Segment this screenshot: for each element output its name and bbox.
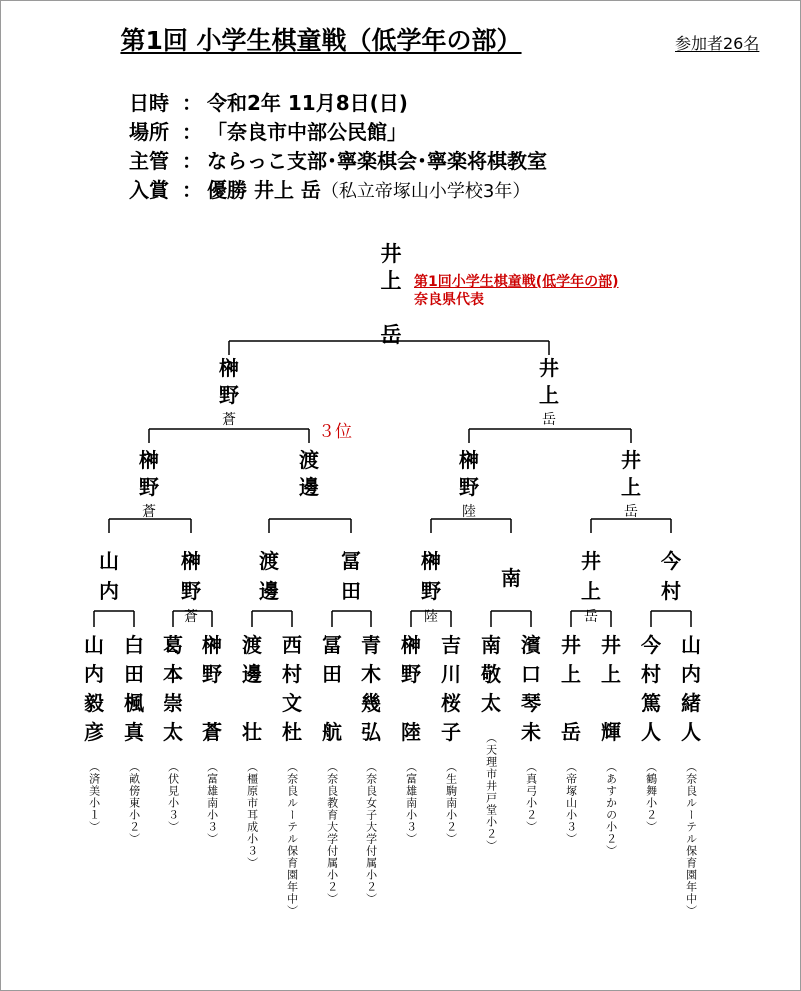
info-note: （私立帝塚山小学校3年） bbox=[320, 181, 531, 202]
player-school: （畝傍東小２） bbox=[127, 761, 141, 845]
champion-note-subtitle: 奈良県代表 bbox=[414, 292, 484, 309]
player-4 bbox=[196, 631, 228, 845]
player-name: 冨 田 航 bbox=[322, 633, 342, 744]
player-11 bbox=[475, 631, 507, 852]
player-7 bbox=[316, 631, 348, 905]
round16-player-1-name: 山 内 bbox=[99, 549, 119, 603]
info-row-date: 日時 ： 令和2年 11月8日(日) bbox=[129, 87, 408, 116]
quarterfinalist-4-given: 岳 bbox=[624, 504, 638, 520]
player-13 bbox=[555, 631, 587, 845]
round16-player-5-name: 榊 野 bbox=[421, 549, 441, 603]
semifinalist-right bbox=[529, 355, 569, 427]
player-name: 南 敬 太 bbox=[481, 633, 501, 715]
info-value: 令和2年 11月8日(日) bbox=[207, 91, 408, 115]
round16-player-2 bbox=[171, 546, 211, 624]
player-school: （済美小１） bbox=[87, 761, 101, 833]
info-label: 日時 bbox=[129, 91, 169, 115]
round16-player-6 bbox=[491, 563, 531, 593]
champion-note bbox=[414, 273, 619, 309]
info-row-winner: 入賞 ： 優勝 井上 岳（私立帝塚山小学校3年） bbox=[129, 174, 530, 203]
round16-player-5-given: 陸 bbox=[424, 609, 438, 625]
round16-player-6-name: 南 bbox=[501, 566, 521, 590]
round16-player-2-given: 蒼 bbox=[184, 609, 198, 625]
quarterfinalist-3 bbox=[449, 447, 489, 519]
player-name: 吉 川 桜 子 bbox=[441, 633, 461, 744]
round16-player-3 bbox=[249, 546, 289, 606]
player-name: 葛 本 崇 太 bbox=[163, 633, 183, 744]
semifinalist-left-name: 榊 野 bbox=[219, 356, 239, 407]
player-name: 濱 口 琴 未 bbox=[521, 633, 541, 744]
info-label: 主管 bbox=[129, 149, 169, 173]
info-row-venue: 場所 ： 「奈良市中部公民館」 bbox=[129, 116, 407, 145]
champion-node bbox=[371, 241, 411, 349]
round16-player-7 bbox=[571, 546, 611, 624]
round16-player-5 bbox=[411, 546, 451, 624]
player-name: 西 村 文 杜 bbox=[282, 633, 302, 744]
semifinalist-left-given: 蒼 bbox=[222, 412, 236, 428]
player-school: （生駒南小２） bbox=[444, 761, 458, 845]
player-school: （富雄南小３） bbox=[205, 761, 219, 845]
player-school: （鶴舞小２） bbox=[644, 761, 658, 833]
player-1 bbox=[78, 631, 110, 833]
player-15 bbox=[635, 631, 667, 833]
round16-player-4-name: 冨 田 bbox=[341, 549, 361, 603]
page-title: 第1回 小学生棋童戦（低学年の部） bbox=[120, 26, 522, 55]
semifinalist-left bbox=[209, 355, 249, 427]
semifinalist-right-name: 井 上 bbox=[539, 356, 559, 407]
player-14 bbox=[595, 631, 627, 857]
player-10 bbox=[435, 631, 467, 845]
round16-player-2-name: 榊 野 bbox=[181, 549, 201, 603]
quarterfinalist-2 bbox=[289, 447, 329, 501]
round16-player-8-name: 今 村 bbox=[661, 549, 681, 603]
player-school: （奈良教育大学付属小２） bbox=[325, 761, 339, 905]
player-school: （富雄南小３） bbox=[404, 761, 418, 845]
info-value: 優勝 井上 岳 bbox=[207, 178, 321, 202]
round16-player-8 bbox=[651, 546, 691, 606]
quarterfinalist-1 bbox=[129, 447, 169, 519]
player-school: （奈良女子大学付属小２） bbox=[364, 761, 378, 905]
info-row-organizer: 主管 ： ならっこ支部･寧楽棋会･寧楽将棋教室 bbox=[129, 145, 547, 174]
player-12 bbox=[515, 631, 547, 833]
round16-player-7-given: 岳 bbox=[584, 609, 598, 625]
player-9 bbox=[395, 631, 427, 845]
player-name: 山 内 緒 人 bbox=[681, 633, 701, 744]
player-school: （橿原市耳成小３） bbox=[245, 761, 259, 869]
player-6 bbox=[276, 631, 308, 917]
quarterfinalist-4-name: 井 上 bbox=[621, 448, 641, 499]
participant-count: 参加者26名 bbox=[675, 34, 760, 53]
quarterfinalist-2-name: 渡 邊 bbox=[299, 448, 319, 499]
player-school: （奈良ルーテル保育園年中） bbox=[684, 761, 698, 917]
round16-player-7-name: 井 上 bbox=[581, 549, 601, 603]
quarterfinalist-4 bbox=[611, 447, 651, 519]
player-name: 白 田 楓 真 bbox=[124, 633, 144, 744]
player-name: 井 上 輝 bbox=[601, 633, 621, 744]
info-label: 入賞 bbox=[129, 178, 169, 202]
third-place-label: ３位 bbox=[318, 422, 352, 442]
player-school: （真弓小２） bbox=[524, 761, 538, 833]
player-school: （伏見小３） bbox=[166, 761, 180, 833]
player-name: 渡 邊 壮 bbox=[242, 633, 262, 744]
player-name: 青 木 幾 弘 bbox=[361, 633, 381, 744]
champion-name: 井 上 岳 bbox=[380, 242, 402, 347]
quarterfinalist-1-given: 蒼 bbox=[142, 504, 156, 520]
player-name: 今 村 篤 人 bbox=[641, 633, 661, 744]
champion-note-title: 第1回小学生棋童戦(低学年の部) bbox=[414, 274, 619, 290]
player-3 bbox=[157, 631, 189, 833]
player-5 bbox=[236, 631, 268, 869]
player-2 bbox=[118, 631, 150, 845]
semifinalist-right-given: 岳 bbox=[542, 412, 556, 428]
round16-player-4 bbox=[331, 546, 371, 606]
player-name: 山 内 毅 彦 bbox=[84, 633, 104, 744]
quarterfinalist-1-name: 榊 野 bbox=[139, 448, 159, 499]
player-school: （あすかの小２） bbox=[604, 761, 618, 857]
player-name: 榊 野 蒼 bbox=[202, 633, 222, 744]
player-school: （奈良ルーテル保育園年中） bbox=[285, 761, 299, 917]
player-8 bbox=[355, 631, 387, 905]
info-label: 場所 bbox=[129, 120, 169, 144]
quarterfinalist-3-name: 榊 野 bbox=[459, 448, 479, 499]
player-16 bbox=[675, 631, 707, 917]
player-school: （天理市井戸堂小２） bbox=[484, 732, 498, 852]
round16-player-1 bbox=[89, 546, 129, 606]
player-school: （帝塚山小３） bbox=[564, 761, 578, 845]
info-value: ならっこ支部･寧楽棋会･寧楽将棋教室 bbox=[207, 149, 547, 173]
round16-player-3-name: 渡 邊 bbox=[259, 549, 279, 603]
player-name: 榊 野 陸 bbox=[401, 633, 421, 744]
player-name: 井 上 岳 bbox=[561, 633, 581, 744]
info-value: 「奈良市中部公民館」 bbox=[207, 120, 407, 144]
quarterfinalist-3-given: 陸 bbox=[462, 504, 476, 520]
